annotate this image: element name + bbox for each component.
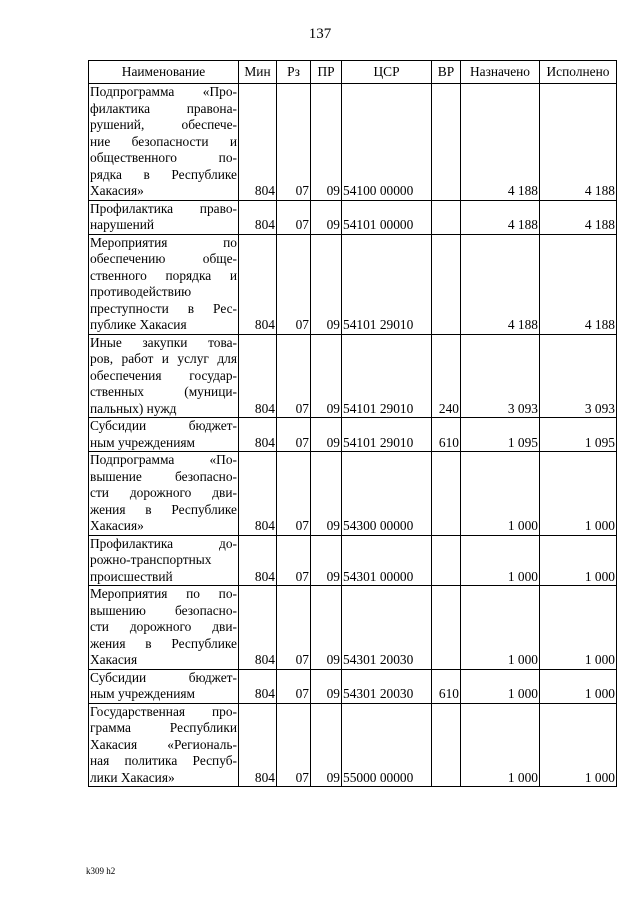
- cell-rz: 07: [277, 452, 311, 536]
- cell-assigned: 3 093: [461, 334, 540, 418]
- row-name: [89, 452, 239, 536]
- row-name-line: Иные закупки това-: [90, 334, 237, 350]
- cell-executed: 1 000: [540, 452, 617, 536]
- cell-vr: 610: [432, 418, 461, 452]
- table-row: [89, 703, 617, 787]
- header-vr: ВР: [432, 61, 461, 84]
- row-name-line: Подпрограмма «По-: [90, 452, 237, 467]
- cell-executed: 4 188: [540, 84, 617, 201]
- row-name-line: обеспечению обще-: [90, 251, 237, 266]
- row-name: [89, 84, 239, 201]
- cell-executed: 4 188: [540, 200, 617, 234]
- table-row: [89, 452, 617, 536]
- cell-min: 804: [239, 334, 277, 418]
- cell-rz: 07: [277, 200, 311, 234]
- cell-vr: 240: [432, 334, 461, 418]
- cell-pr: 09: [311, 669, 342, 703]
- cell-vr: [432, 535, 461, 586]
- header-assigned: Назначено: [461, 61, 540, 84]
- cell-csr: 55000 00000: [342, 703, 432, 787]
- table-row: [89, 234, 617, 334]
- table-row: [89, 535, 617, 586]
- cell-rz: 07: [277, 669, 311, 703]
- cell-csr: 54301 20030: [342, 669, 432, 703]
- cell-pr: 09: [311, 234, 342, 334]
- cell-executed: 4 188: [540, 234, 617, 334]
- cell-rz: 07: [277, 586, 311, 670]
- row-name-line: Субсидии бюджет-: [90, 418, 237, 433]
- cell-executed: 1 000: [540, 535, 617, 586]
- cell-rz: 07: [277, 84, 311, 201]
- row-name-line: рушений, обеспече-: [90, 117, 237, 132]
- row-name: [89, 669, 239, 703]
- cell-min: 804: [239, 84, 277, 201]
- header-pr: ПР: [311, 61, 342, 84]
- table-row: [89, 669, 617, 703]
- table-row: [89, 586, 617, 670]
- cell-pr: 09: [311, 452, 342, 536]
- footer-code: k309 h2: [86, 866, 116, 876]
- row-name: [89, 535, 239, 586]
- cell-csr: 54101 29010: [342, 334, 432, 418]
- row-name-line: преступности в Рес-: [90, 300, 237, 316]
- row-name-line: ным учреждениям: [90, 434, 196, 450]
- cell-assigned: 1 000: [461, 669, 540, 703]
- cell-pr: 09: [311, 586, 342, 670]
- cell-vr: [432, 84, 461, 201]
- row-name-line: рядка в Республике: [90, 166, 237, 182]
- row-name: [89, 334, 239, 418]
- row-name-line: Мероприятия по по-: [90, 586, 237, 601]
- cell-rz: 07: [277, 703, 311, 787]
- table-row: [89, 418, 617, 452]
- cell-assigned: 4 188: [461, 200, 540, 234]
- cell-min: 804: [239, 200, 277, 234]
- row-name-line: ров, работ и услуг для: [90, 351, 237, 366]
- cell-csr: 54100 00000: [342, 84, 432, 201]
- cell-pr: 09: [311, 535, 342, 586]
- table-header-row: [89, 61, 617, 84]
- cell-vr: [432, 452, 461, 536]
- cell-vr: [432, 234, 461, 334]
- row-name: [89, 200, 239, 234]
- table-body: [89, 84, 617, 787]
- cell-csr: 54101 00000: [342, 200, 432, 234]
- header-min: Мин: [239, 61, 277, 84]
- row-name-line: нарушений: [90, 217, 155, 232]
- cell-assigned: 4 188: [461, 234, 540, 334]
- header-executed: Исполнено: [540, 61, 617, 84]
- row-name-line: жения в Республике: [90, 635, 237, 651]
- row-name-line: Хакасия»: [90, 518, 144, 533]
- row-name: [89, 418, 239, 452]
- cell-min: 804: [239, 234, 277, 334]
- cell-pr: 09: [311, 200, 342, 234]
- row-name-line: рожно-транспортных: [90, 552, 212, 567]
- row-name: [89, 703, 239, 787]
- cell-assigned: 1 000: [461, 535, 540, 586]
- cell-pr: 09: [311, 418, 342, 452]
- cell-executed: 3 093: [540, 334, 617, 418]
- row-name-line: Хакасия: [90, 652, 138, 667]
- cell-min: 804: [239, 452, 277, 536]
- cell-csr: 54101 29010: [342, 234, 432, 334]
- table-row: [89, 334, 617, 418]
- cell-min: 804: [239, 418, 277, 452]
- cell-executed: 1 000: [540, 669, 617, 703]
- row-name-line: Хакасия «Региональ-: [90, 736, 237, 752]
- cell-executed: 1 095: [540, 418, 617, 452]
- page-number: 137: [308, 26, 332, 42]
- cell-assigned: 1 000: [461, 586, 540, 670]
- row-name-line: ние безопасности и: [90, 133, 237, 149]
- cell-rz: 07: [277, 535, 311, 586]
- table-row: [89, 200, 617, 234]
- cell-assigned: 4 188: [461, 84, 540, 201]
- cell-min: 804: [239, 669, 277, 703]
- row-name-line: Государственная про-: [90, 703, 237, 719]
- cell-min: 804: [239, 586, 277, 670]
- row-name-line: лики Хакасия»: [90, 769, 175, 785]
- row-name-line: филактика правона-: [90, 100, 237, 116]
- row-name-line: публике Хакасия: [90, 317, 187, 332]
- cell-vr: 610: [432, 669, 461, 703]
- cell-rz: 07: [277, 234, 311, 334]
- row-name-line: ным учреждениям: [90, 686, 196, 701]
- cell-assigned: 1 000: [461, 452, 540, 536]
- row-name-line: общественного по-: [90, 150, 237, 165]
- row-name-line: жения в Республике: [90, 501, 237, 517]
- row-name-line: Субсидии бюджет-: [90, 669, 237, 685]
- cell-assigned: 1 095: [461, 418, 540, 452]
- row-name-line: вышение безопасно-: [90, 468, 237, 484]
- row-name: [89, 586, 239, 670]
- row-name-line: Профилактика право-: [90, 200, 237, 216]
- row-name-line: Подпрограмма «Про-: [90, 84, 237, 99]
- cell-csr: 54301 00000: [342, 535, 432, 586]
- cell-executed: 1 000: [540, 703, 617, 787]
- row-name-line: Хакасия»: [90, 183, 144, 198]
- cell-pr: 09: [311, 334, 342, 418]
- row-name-line: Профилактика до-: [90, 535, 237, 551]
- cell-pr: 09: [311, 84, 342, 201]
- row-name-line: происшествий: [90, 568, 173, 584]
- cell-min: 804: [239, 535, 277, 586]
- row-name-line: сти дорожного дви-: [90, 619, 237, 634]
- cell-vr: [432, 200, 461, 234]
- cell-executed: 1 000: [540, 586, 617, 670]
- row-name-line: грамма Республики: [90, 720, 237, 735]
- row-name-line: вышению безопасно-: [90, 602, 237, 618]
- header-name: Наименование: [89, 61, 239, 84]
- cell-csr: 54300 00000: [342, 452, 432, 536]
- cell-pr: 09: [311, 703, 342, 787]
- cell-assigned: 1 000: [461, 703, 540, 787]
- row-name-line: пальных) нужд: [90, 400, 177, 416]
- row-name-line: противодействию: [90, 284, 192, 299]
- budget-table: [88, 60, 617, 787]
- cell-rz: 07: [277, 334, 311, 418]
- header-csr: ЦСР: [342, 61, 432, 84]
- cell-rz: 07: [277, 418, 311, 452]
- table-row: [89, 84, 617, 201]
- header-rz: Рз: [277, 61, 311, 84]
- row-name-line: ная политика Респуб-: [90, 753, 237, 768]
- row-name: [89, 234, 239, 334]
- row-name-line: ственного порядка и: [90, 267, 237, 283]
- cell-csr: 54301 20030: [342, 586, 432, 670]
- cell-vr: [432, 703, 461, 787]
- cell-min: 804: [239, 703, 277, 787]
- row-name-line: сти дорожного дви-: [90, 485, 237, 500]
- row-name-line: Мероприятия по: [90, 234, 237, 250]
- cell-vr: [432, 586, 461, 670]
- row-name-line: ственных (муници-: [90, 384, 237, 399]
- cell-csr: 54101 29010: [342, 418, 432, 452]
- row-name-line: обеспечения государ-: [90, 367, 237, 383]
